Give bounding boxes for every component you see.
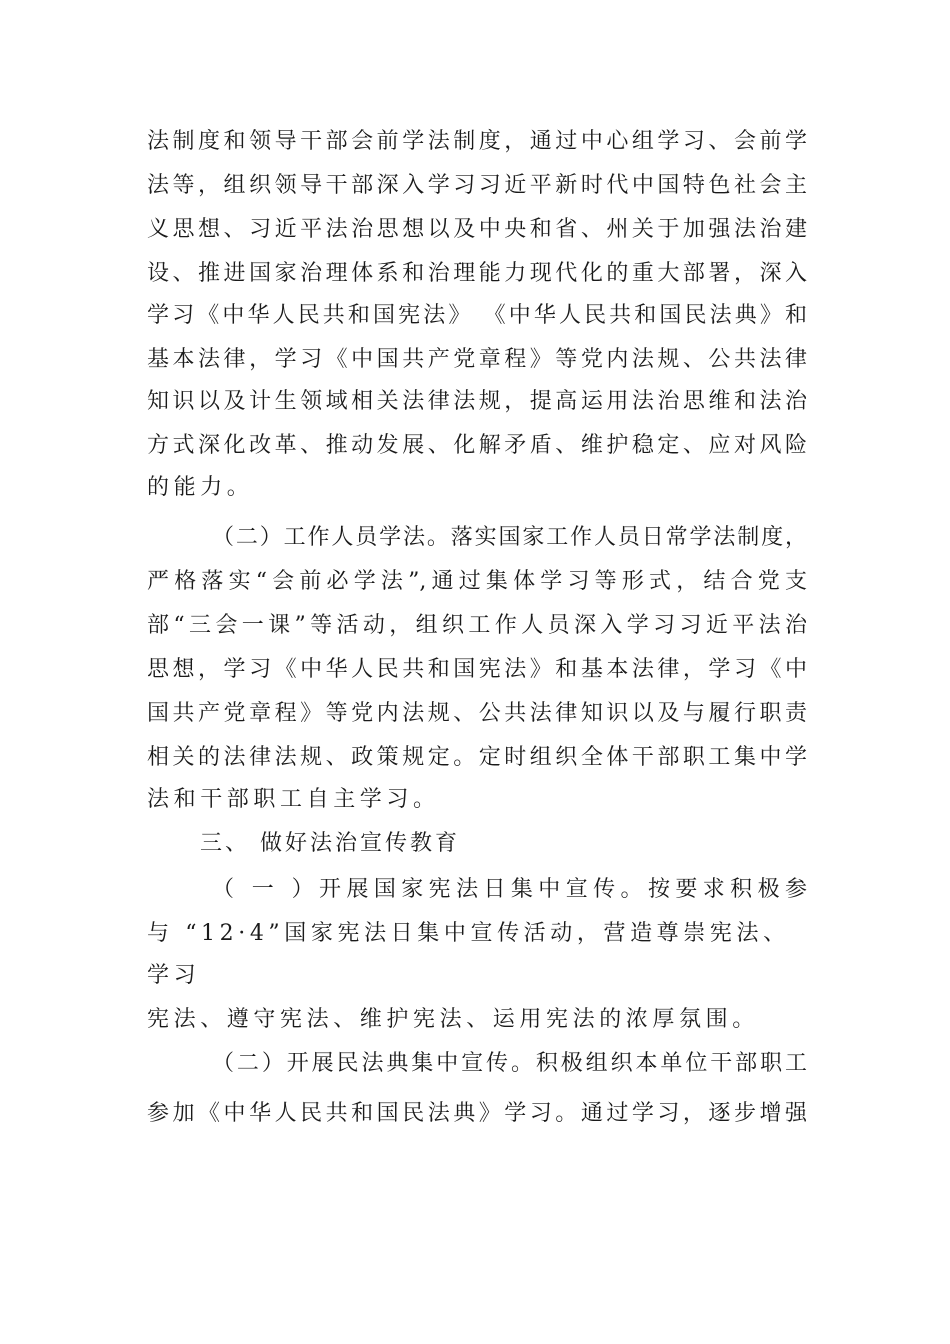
paragraph-line: 的能力。 <box>147 475 254 500</box>
paragraph-line: 学习 <box>147 963 201 988</box>
paragraph-line: （二）工作人员学法。落实国家工作人员日常学法制度， <box>212 525 807 550</box>
paragraph-line: 法等，组织领导干部深入学习习近平新时代中国特色社会主 <box>147 173 807 198</box>
paragraph-line: （ 一 ）开展国家宪法日集中宣传。按要求积极参 <box>212 877 807 902</box>
paragraph-line: 部“三会一课”等活动，组织工作人员深入学习习近平法治 <box>147 613 807 638</box>
paragraph-line: 宪法、遵守宪法、维护宪法、运用宪法的浓厚氛围。 <box>147 1007 759 1032</box>
paragraph-line: （二）开展民法典集中宣传。积极组织本单位干部职工 <box>212 1051 807 1076</box>
paragraph-line: 思想，学习《中华人民共和国宪法》和基本法律，学习《中 <box>147 657 807 682</box>
paragraph-line: 相关的法律法规、政策规定。定时组织全体干部职工集中学 <box>147 745 807 770</box>
paragraph-line: 义思想、习近平法治思想以及中央和省、州关于加强法治建 <box>147 217 807 242</box>
paragraph-line: 严格落实“会前必学法”,通过集体学习等形式，结合党支 <box>147 569 807 594</box>
paragraph-line: 法制度和领导干部会前学法制度，通过中心组学习、会前学 <box>147 129 807 154</box>
paragraph-line: 基本法律，学习《中国共产党章程》等党内法规、公共法律 <box>147 347 807 372</box>
paragraph-line: 学习《中华人民共和国宪法》 《中华人民共和国民法典》和 <box>147 303 807 328</box>
paragraph-line: 法和干部职工自主学习。 <box>147 787 440 812</box>
paragraph-line: 知识以及计生领域相关法律法规，提高运用法治思维和法治 <box>147 389 807 414</box>
paragraph-line: 方式深化改革、推动发展、化解矛盾、维护稳定、应对风险 <box>147 433 807 458</box>
paragraph-line: 设、推进国家治理体系和治理能力现代化的重大部署，深入 <box>147 261 807 286</box>
section-heading: 三、 做好法治宣传教育 <box>200 831 460 856</box>
paragraph-line: 国共产党章程》等党内法规、公共法律知识以及与履行职责 <box>147 701 807 726</box>
paragraph-line: 与 “12·4”国家宪法日集中宣传活动，营造尊崇宪法、 <box>147 921 790 946</box>
paragraph-line: 参加《中华人民共和国民法典》学习。通过学习，逐步增强 <box>147 1101 807 1126</box>
